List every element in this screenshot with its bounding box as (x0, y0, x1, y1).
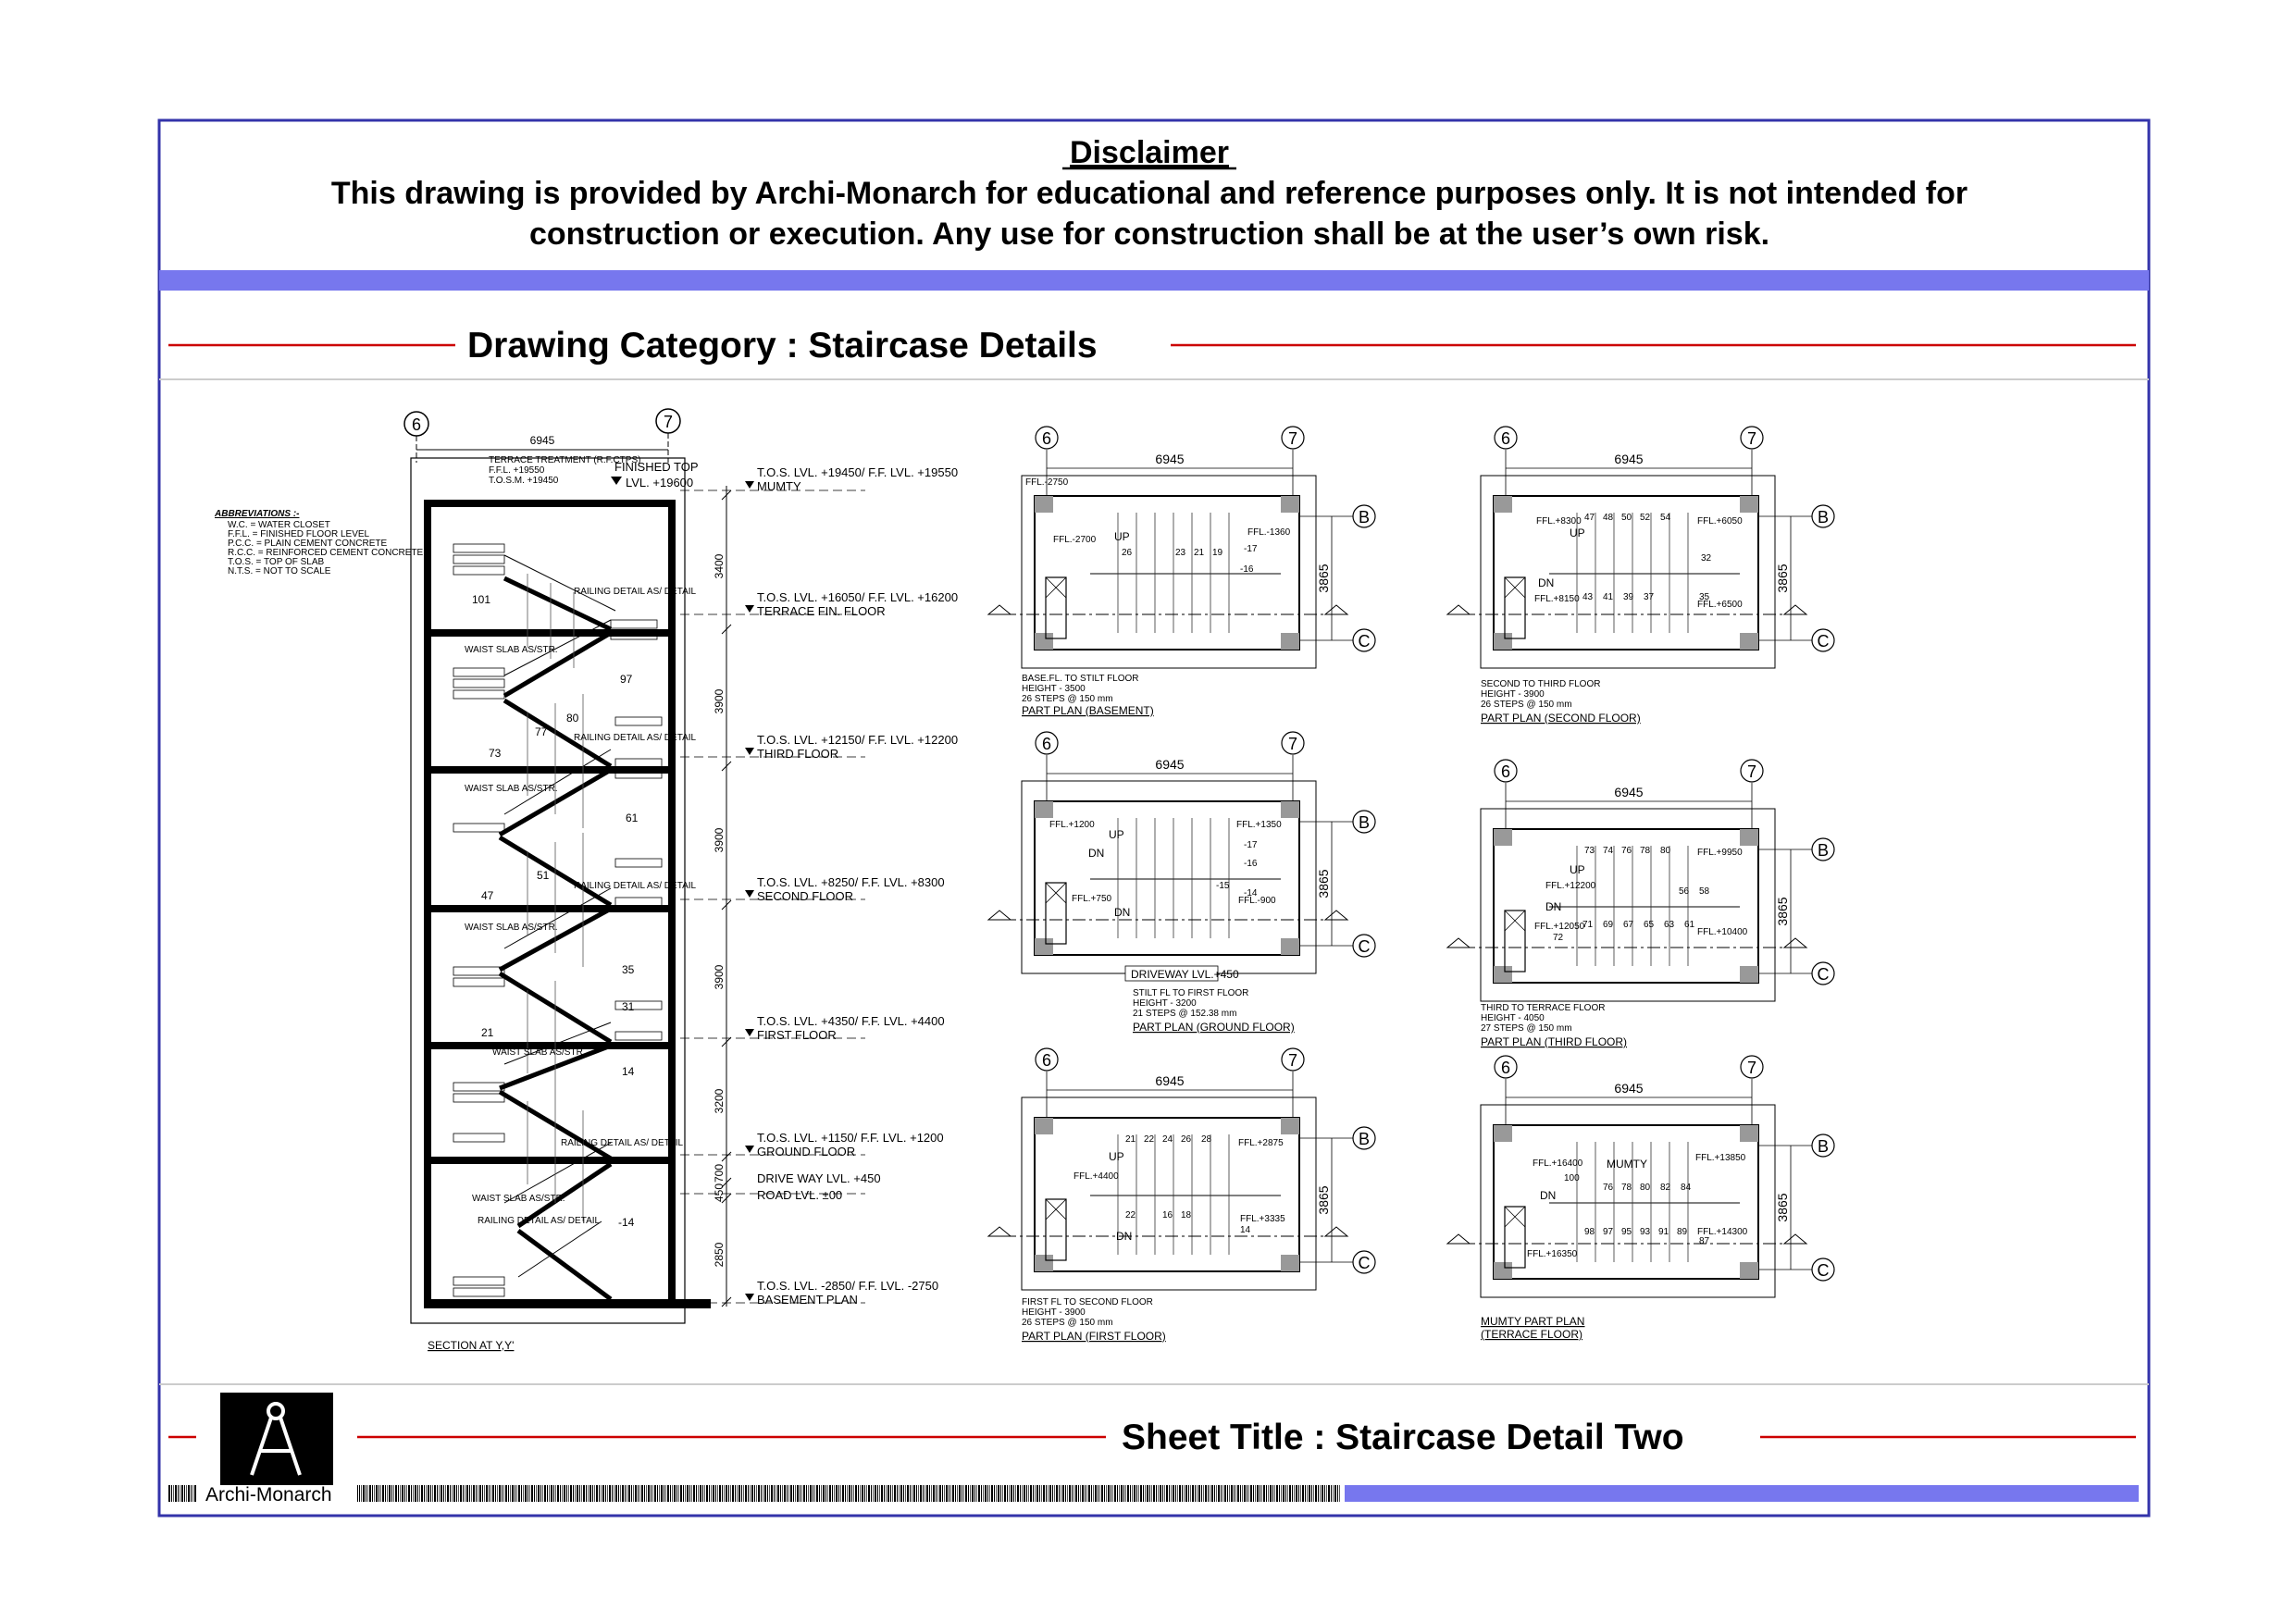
step-no: 78 (1640, 846, 1651, 856)
plan-info: STILT FL TO FIRST FLOOR (1133, 988, 1249, 998)
height-dim: 3865 (1775, 897, 1790, 926)
step-no: -16 (1240, 564, 1254, 575)
plan-caption: (TERRACE FLOOR) (1481, 1328, 1583, 1341)
ffl-label: FFL.+2875 (1238, 1138, 1284, 1148)
ffl-label: FFL.+12200 (1545, 881, 1596, 891)
abbr-item: N.T.S. = NOT TO SCALE (228, 566, 331, 576)
terrace-note: F.F.L. +19550 (489, 465, 545, 476)
step-no: 93 (1640, 1227, 1651, 1237)
grid-label: 7 (1287, 429, 1298, 448)
step-no: 47 (1584, 513, 1595, 523)
plan-info: THIRD TO TERRACE FLOOR (1481, 1003, 1606, 1013)
grid-label: C (1817, 1261, 1830, 1280)
ffl-label: FFL.+6050 (1697, 516, 1743, 527)
abbr-item: T.O.S. = TOP OF SLAB (228, 557, 325, 567)
level-name: BASEMENT PLAN (757, 1293, 858, 1307)
plan-caption: PART PLAN (FIRST FLOOR) (1022, 1330, 1166, 1343)
step-no: 54 (1660, 513, 1671, 523)
plan-info: BASE.FL. TO STILT FLOOR (1022, 674, 1139, 684)
width-dim: 6945 (1614, 452, 1644, 466)
note-waist-slab: WAIST SLAB AS/STR. (472, 1194, 565, 1204)
slab (424, 629, 676, 637)
step-no: 78 (1621, 1183, 1632, 1193)
step-no: 84 (1681, 1183, 1692, 1193)
disclaimer-heading: Disclaimer (1070, 135, 1229, 170)
plan-info: HEIGHT - 3200 (1133, 998, 1197, 1009)
ffl-label: FFL.+14300 (1697, 1227, 1748, 1237)
driveway-label: DRIVEWAY LVL.+450 (1131, 968, 1239, 981)
section-wall-right (668, 500, 676, 1307)
ffl-label: FFL.+8150 (1534, 594, 1580, 604)
disclaimer-line-2: construction or execution. Any use for construction shall be at the user’s own risk. (528, 217, 1770, 252)
level-name: FIRST FLOOR (757, 1028, 837, 1042)
step-no: 23 (1175, 548, 1186, 558)
note-railing: RAILING DETAIL AS/ DETAIL (574, 881, 697, 891)
step-no: 28 (1201, 1134, 1212, 1145)
height-dim: 3200 (713, 1088, 726, 1114)
plan-info: 26 STEPS @ 150 mm (1022, 694, 1113, 704)
width-dim: 6945 (1155, 452, 1185, 466)
grid-label: 6 (1500, 762, 1511, 781)
width-dim: 6945 (1614, 785, 1644, 799)
step-no: 71 (1582, 920, 1594, 930)
disclaimer-line-1: This drawing is provided by Archi-Monarch for educational and reference purposes only. It is not intended for (330, 176, 1968, 211)
plan-info: FIRST FL TO SECOND FLOOR (1022, 1297, 1153, 1307)
ffl-label: FFL.-2700 (1053, 535, 1097, 545)
note-railing: RAILING DETAIL AS/ DETAIL (478, 1216, 601, 1226)
step-no: 26 (1181, 1134, 1192, 1145)
step-no: 16 (1162, 1210, 1173, 1220)
step-label: 77 (535, 725, 548, 738)
step-no: 21 (1194, 548, 1205, 558)
step-no: 58 (1699, 886, 1710, 897)
ffl-label: FFL.-1360 (1247, 527, 1291, 538)
plan-info: HEIGHT - 3900 (1022, 1307, 1086, 1318)
step-no: 56 (1679, 886, 1690, 897)
level-tos: DRIVE WAY LVL. +450 (757, 1171, 881, 1185)
step-label: -14 (618, 1216, 635, 1229)
height-dim: 450 (713, 1183, 726, 1203)
slab (424, 1299, 711, 1308)
grid-label: 7 (1746, 429, 1757, 448)
step-no: 74 (1603, 846, 1614, 856)
step-no: 22 (1144, 1134, 1155, 1145)
height-dim: 3865 (1775, 1193, 1790, 1222)
grid-label: 6 (1500, 1059, 1511, 1077)
step-no: 37 (1644, 592, 1655, 602)
plan-info: 21 STEPS @ 152.38 mm (1133, 1009, 1237, 1019)
grid-label: 6 (1500, 429, 1511, 448)
step-label: 101 (472, 593, 491, 606)
step-label: 97 (620, 673, 633, 686)
grid-label: 7 (663, 413, 674, 431)
disclaimer-band (159, 270, 2149, 291)
sheet-title: Sheet Title : Staircase Detail Two (1122, 1418, 1684, 1457)
grid-label: C (1358, 632, 1371, 650)
step-no: 91 (1658, 1227, 1669, 1237)
terrace-note: T.O.S.M. +19450 (489, 476, 559, 486)
dn-label: DN (1114, 906, 1131, 919)
level-name: MUMTY (757, 479, 801, 493)
finished-top: FINISHED TOP (614, 460, 699, 474)
plan-caption: PART PLAN (THIRD FLOOR) (1481, 1035, 1628, 1048)
step-no: 35 (1699, 592, 1710, 602)
ffl-label: FFL.+12050 (1534, 922, 1585, 932)
level-tos: T.O.S. LVL. +19450/ F.F. LVL. +19550 (757, 465, 959, 479)
level-name: TERRACE FIN. FLOOR (757, 604, 886, 618)
step-no: 43 (1582, 592, 1594, 602)
level-tos: T.O.S. LVL. +16050/ F.F. LVL. +16200 (757, 590, 959, 604)
height-dim: 700 (713, 1163, 726, 1183)
grid-label: B (1817, 1137, 1830, 1156)
step-no: 89 (1677, 1227, 1688, 1237)
dn-label: DN (1540, 1189, 1557, 1202)
step-no: 76 (1621, 846, 1632, 856)
step-no: 72 (1553, 933, 1564, 943)
step-no: -17 (1244, 544, 1258, 554)
step-no: 67 (1623, 920, 1634, 930)
up-label: UP (1109, 1150, 1124, 1163)
note-railing: RAILING DETAIL AS/ DETAIL (561, 1138, 684, 1148)
plan-info: HEIGHT - 3900 (1481, 689, 1545, 700)
step-no: 80 (1660, 846, 1671, 856)
level-tos: T.O.S. LVL. +4350/ F.F. LVL. +4400 (757, 1014, 945, 1028)
dn-label: DN (1088, 847, 1105, 860)
step-label: 47 (481, 889, 494, 902)
grid-label: B (1358, 508, 1371, 527)
step-no: 24 (1162, 1134, 1173, 1145)
note-railing: RAILING DETAIL AS/ DETAIL (574, 733, 697, 743)
grid-label: 7 (1287, 735, 1298, 753)
plan-caption: PART PLAN (GROUND FLOOR) (1133, 1021, 1295, 1034)
plan-info: HEIGHT - 4050 (1481, 1013, 1545, 1023)
grid-label: C (1817, 965, 1830, 984)
note-waist-slab: WAIST SLAB AS/STR. (492, 1047, 586, 1058)
grid-label: 6 (411, 415, 422, 434)
step-no: 63 (1664, 920, 1675, 930)
step-no: 97 (1603, 1227, 1614, 1237)
plan-info: SECOND TO THIRD FLOOR (1481, 679, 1601, 689)
plan-info: 27 STEPS @ 150 mm (1481, 1023, 1572, 1034)
level-name: SECOND FLOOR (757, 889, 854, 903)
step-no: 61 (1684, 920, 1695, 930)
grid-label: C (1358, 1254, 1371, 1272)
grid-label: B (1358, 1130, 1371, 1148)
logo-name: Archi-Monarch (205, 1484, 332, 1505)
category-title: Drawing Category : Staircase Details (467, 326, 1098, 365)
up-label: UP (1570, 863, 1585, 876)
ffl-label: FFL.+9950 (1697, 848, 1743, 858)
grid-label: 6 (1041, 1051, 1052, 1070)
ffl-label: FFL.+13850 (1695, 1153, 1746, 1163)
step-no: 95 (1621, 1227, 1632, 1237)
ffl-label: FFL.+750 (1072, 894, 1112, 904)
step-no: 18 (1181, 1210, 1192, 1220)
up-label: UP (1109, 828, 1124, 841)
height-dim: 3900 (713, 688, 726, 714)
dn-label: DN (1116, 1230, 1133, 1243)
grid-label: B (1817, 508, 1830, 527)
step-no: 48 (1603, 513, 1614, 523)
note-railing: RAILING DETAIL AS/ DETAIL (574, 587, 697, 597)
step-label: 73 (489, 747, 502, 760)
up-label: UP (1114, 530, 1130, 543)
grid-label: 7 (1746, 1059, 1757, 1077)
ffl-label: FFL.+16350 (1527, 1249, 1578, 1259)
height-dim: 3865 (1316, 869, 1331, 898)
step-no: 65 (1644, 920, 1655, 930)
level-tos: T.O.S. LVL. +1150/ F.F. LVL. +1200 (757, 1131, 944, 1145)
plan-info: 26 STEPS @ 150 mm (1022, 1318, 1113, 1328)
abbr-item: P.C.C. = PLAIN CEMENT CONCRETE (228, 539, 388, 549)
step-no: 52 (1640, 513, 1651, 523)
height-dim: 3865 (1316, 1185, 1331, 1215)
level-name: ROAD LVL. ±00 (757, 1188, 843, 1202)
step-no: 100 (1564, 1173, 1580, 1183)
step-label: 35 (622, 963, 635, 976)
step-no: 69 (1603, 920, 1614, 930)
plan-info: HEIGHT - 3500 (1022, 684, 1086, 694)
grid-label: 6 (1041, 735, 1052, 753)
level-tos: T.O.S. LVL. -2850/ F.F. LVL. -2750 (757, 1279, 939, 1293)
ffl-label: FFL.+8300 (1536, 516, 1582, 527)
finished-top-level: LVL. +19600 (626, 476, 694, 489)
step-no: -15 (1216, 881, 1230, 891)
plan-info: 26 STEPS @ 150 mm (1481, 700, 1572, 710)
slab (424, 500, 676, 507)
step-label: 80 (566, 712, 579, 725)
ffl-label: FFL.+10400 (1697, 927, 1748, 937)
grid-label: B (1358, 813, 1371, 832)
step-no: -17 (1244, 840, 1258, 850)
step-label: 21 (481, 1026, 494, 1039)
step-no: 87 (1699, 1236, 1710, 1246)
dn-label: DN (1538, 576, 1555, 589)
step-label: 31 (622, 1000, 635, 1013)
level-tos: T.O.S. LVL. +12150/ F.F. LVL. +12200 (757, 733, 959, 747)
note-waist-slab: WAIST SLAB AS/STR. (465, 923, 558, 933)
ffl-label: FFL.-2750 (1025, 477, 1069, 488)
width-dim: 6945 (1155, 757, 1185, 772)
plan-caption: PART PLAN (BASEMENT) (1022, 704, 1154, 717)
section-wall-left (424, 500, 431, 1307)
terrace-note: TERRACE TREATMENT (R.F.CTPS) (489, 455, 641, 465)
step-no: 76 (1603, 1183, 1614, 1193)
note-waist-slab: WAIST SLAB AS/STR. (465, 645, 558, 655)
barcode-strip (168, 1485, 196, 1502)
logo (205, 1393, 333, 1505)
ffl-label: FFL.+3335 (1240, 1214, 1285, 1224)
slab (424, 1157, 676, 1164)
abbr-item: F.F.L. = FINISHED FLOOR LEVEL (228, 529, 370, 539)
mumty-label: MUMTY (1607, 1158, 1647, 1171)
grid-label: 7 (1287, 1051, 1298, 1070)
step-no: 98 (1584, 1227, 1595, 1237)
height-dim: 3900 (713, 827, 726, 853)
grid-label: B (1817, 841, 1830, 860)
barcode-strip (357, 1485, 1340, 1502)
step-no: 50 (1621, 513, 1632, 523)
ffl-label: FFL.+4400 (1074, 1171, 1119, 1182)
plan-caption: PART PLAN (SECOND FLOOR) (1481, 712, 1641, 725)
step-label: 51 (537, 869, 550, 882)
step-no: 41 (1603, 592, 1614, 602)
grid-label: C (1817, 632, 1830, 650)
logo-mark (220, 1393, 333, 1485)
abbr-item: R.C.C. = REINFORCED CEMENT CONCRETE (228, 548, 424, 558)
step-no: 82 (1660, 1183, 1671, 1193)
step-no: 32 (1701, 553, 1712, 564)
abbr-heading: ABBREVIATIONS :- (215, 509, 300, 519)
step-no: -14 (1244, 888, 1258, 898)
note-waist-slab: WAIST SLAB AS/STR. (465, 784, 558, 794)
step-no: 26 (1122, 548, 1133, 558)
step-no: 14 (1240, 1225, 1251, 1235)
step-no: 73 (1584, 846, 1595, 856)
up-label: UP (1570, 527, 1585, 539)
step-no: -16 (1244, 859, 1258, 869)
ffl-label: FFL.+16400 (1533, 1158, 1583, 1169)
level-tos: T.O.S. LVL. +8250/ F.F. LVL. +8300 (757, 875, 945, 889)
height-dim: 3400 (713, 553, 726, 579)
footer-band (1345, 1485, 2139, 1502)
step-no: 21 (1125, 1134, 1136, 1145)
step-no: 80 (1640, 1183, 1651, 1193)
height-dim: 3900 (713, 964, 726, 990)
level-name: GROUND FLOOR (757, 1145, 856, 1158)
step-no: 22 (1125, 1210, 1136, 1220)
abbr-item: W.C. = WATER CLOSET (228, 520, 330, 530)
plan-caption: MUMTY PART PLAN (1481, 1315, 1585, 1328)
grid-label: C (1358, 937, 1371, 956)
section-caption: SECTION AT Y,Y' (428, 1339, 515, 1352)
height-dim: 3865 (1775, 564, 1790, 593)
width-dim: 6945 (1155, 1073, 1185, 1088)
height-dim: 2850 (713, 1242, 726, 1268)
ffl-label: FFL.-900 (1238, 896, 1276, 906)
ffl-label: FFL.+1350 (1236, 820, 1282, 830)
width-dim: 6945 (1614, 1081, 1644, 1096)
dn-label: DN (1545, 900, 1562, 913)
ffl-label: FFL.+6500 (1697, 600, 1743, 610)
step-label: 61 (626, 812, 639, 824)
level-name: THIRD FLOOR (757, 747, 839, 761)
step-no: 19 (1212, 548, 1223, 558)
height-dim: 3865 (1316, 564, 1331, 593)
grid-label: 6 (1041, 429, 1052, 448)
step-no: 39 (1623, 592, 1634, 602)
width-dim: 6945 (529, 434, 555, 447)
ffl-label: FFL.+1200 (1049, 820, 1095, 830)
grid-label: 7 (1746, 762, 1757, 781)
step-label: 14 (622, 1065, 635, 1078)
